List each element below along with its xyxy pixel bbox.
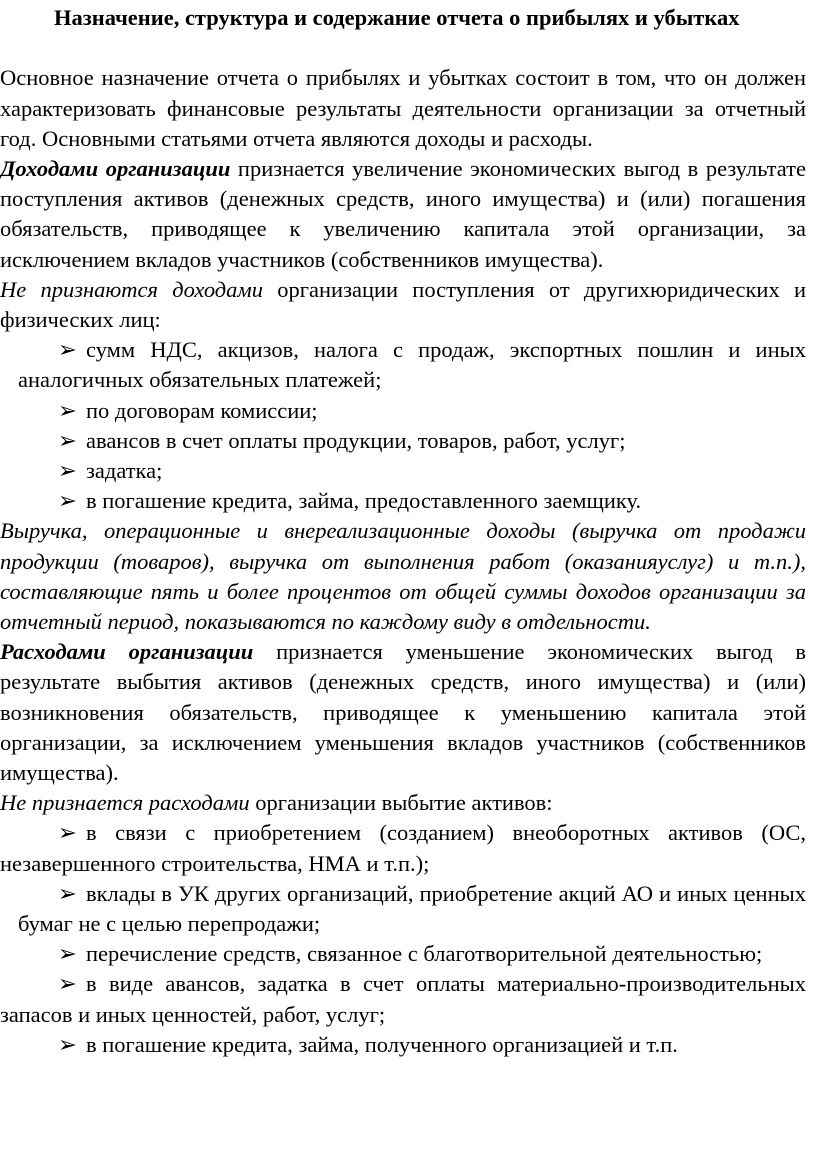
arrow-bullet-icon: ➢ xyxy=(58,971,77,997)
arrow-bullet-icon: ➢ xyxy=(58,458,77,484)
list-item: ➢ в связи с приобретением (созданием) внеоборотных активов (ОС, незавершенного строительства, НМА и т.п.); xyxy=(0,820,806,876)
arrow-bullet-icon: ➢ xyxy=(58,397,77,423)
income-term: Доходами организации xyxy=(0,156,231,181)
not-income-text: организации поступления от другихюридических и физических лиц: xyxy=(0,276,807,333)
document-title: Назначение, структура и содержание отчета о прибылях и убытках xyxy=(54,5,740,30)
expenses-term: Расходами организации xyxy=(0,639,254,665)
income-definition-paragraph xyxy=(0,154,806,275)
document-page xyxy=(0,3,806,1060)
list-item: ➢ вклады в УК других организаций, приобретение акций АО и иных ценных бумаг не с целью перепродажи; xyxy=(18,880,806,937)
arrow-bullet-icon: ➢ xyxy=(58,337,77,363)
expenses-text: признается уменьшение экономических выгод в результате выбытия активов (денежных средств, иного имущества) и (или) возникновения обязательств, приводящее к уменьшению капитала этой организации, за исключением уменьшения вкладов участников (собственников имущества). xyxy=(0,639,806,786)
not-income-term: Не признаются доходами xyxy=(0,276,264,302)
arrow-bullet-icon: ➢ xyxy=(58,941,77,967)
revenue-note-paragraph: Выручка, операционные и внереализационные доходы (выручка от продажи продукции (товаров), выручка от выполнения работ (оказанияуслуг) и т.п.), составляющие пять и более процентов от общей суммы доходов организации за отчетный период, показываются по каждому виду в отдельности. xyxy=(0,518,806,635)
list-item: ➢ в виде авансов, задатка в счет оплаты материально-производительных запасов и иных ценностей, работ, услуг; xyxy=(0,971,806,1027)
income-text: признается увеличение экономических выгод в результате поступления активов (денежных средств, иного имущества) и (или) погашения обязательств, приводящее к увеличению капитала этой организации, за исключением вкладов участников (собственников имущества). xyxy=(0,156,806,272)
not-income-list xyxy=(0,335,806,516)
arrow-bullet-icon: ➢ xyxy=(58,1031,77,1057)
expenses-definition-paragraph xyxy=(0,637,806,788)
not-expenses-list-cont xyxy=(0,879,806,970)
list-item: ➢ авансов в счет оплаты продукции, товаров, работ, услуг; xyxy=(0,426,806,456)
arrow-bullet-icon: ➢ xyxy=(58,880,77,906)
intro-paragraph: Основное назначение отчета о прибылях и убытках состоит в том, что он должен характеризовать финансовые результаты деятельности организации за отчетный год. Основными статьями отчета являются доходы и расходы. xyxy=(0,65,806,151)
list-item: ➢ по договорам комиссии; xyxy=(0,396,806,426)
list-item: ➢ в погашение кредита, займа, полученного организацией и т.п. xyxy=(0,1030,806,1060)
list-item: ➢ задатка; xyxy=(0,456,806,486)
not-expenses-list xyxy=(0,818,806,878)
list-item: ➢ сумм НДС, акцизов, налога с продаж, экспортных пошлин и иных аналогичных обязательных платежей; xyxy=(18,337,806,393)
not-expenses-term: Не признается расходами xyxy=(0,790,250,816)
not-expenses-text: организации выбытие активов: xyxy=(249,790,553,816)
arrow-bullet-icon: ➢ xyxy=(58,820,77,846)
not-expenses-paragraph xyxy=(0,788,806,818)
arrow-bullet-icon: ➢ xyxy=(58,488,77,514)
arrow-bullet-icon: ➢ xyxy=(58,427,77,453)
not-expenses-list-cont2 xyxy=(0,969,806,1060)
list-item: ➢ в погашение кредита, займа, предоставленного заемщику. xyxy=(0,486,806,516)
list-item: ➢ перечисление средств, связанное с благотворительной деятельностью; xyxy=(0,939,806,969)
not-income-paragraph xyxy=(0,275,806,335)
blank-line xyxy=(0,33,806,63)
